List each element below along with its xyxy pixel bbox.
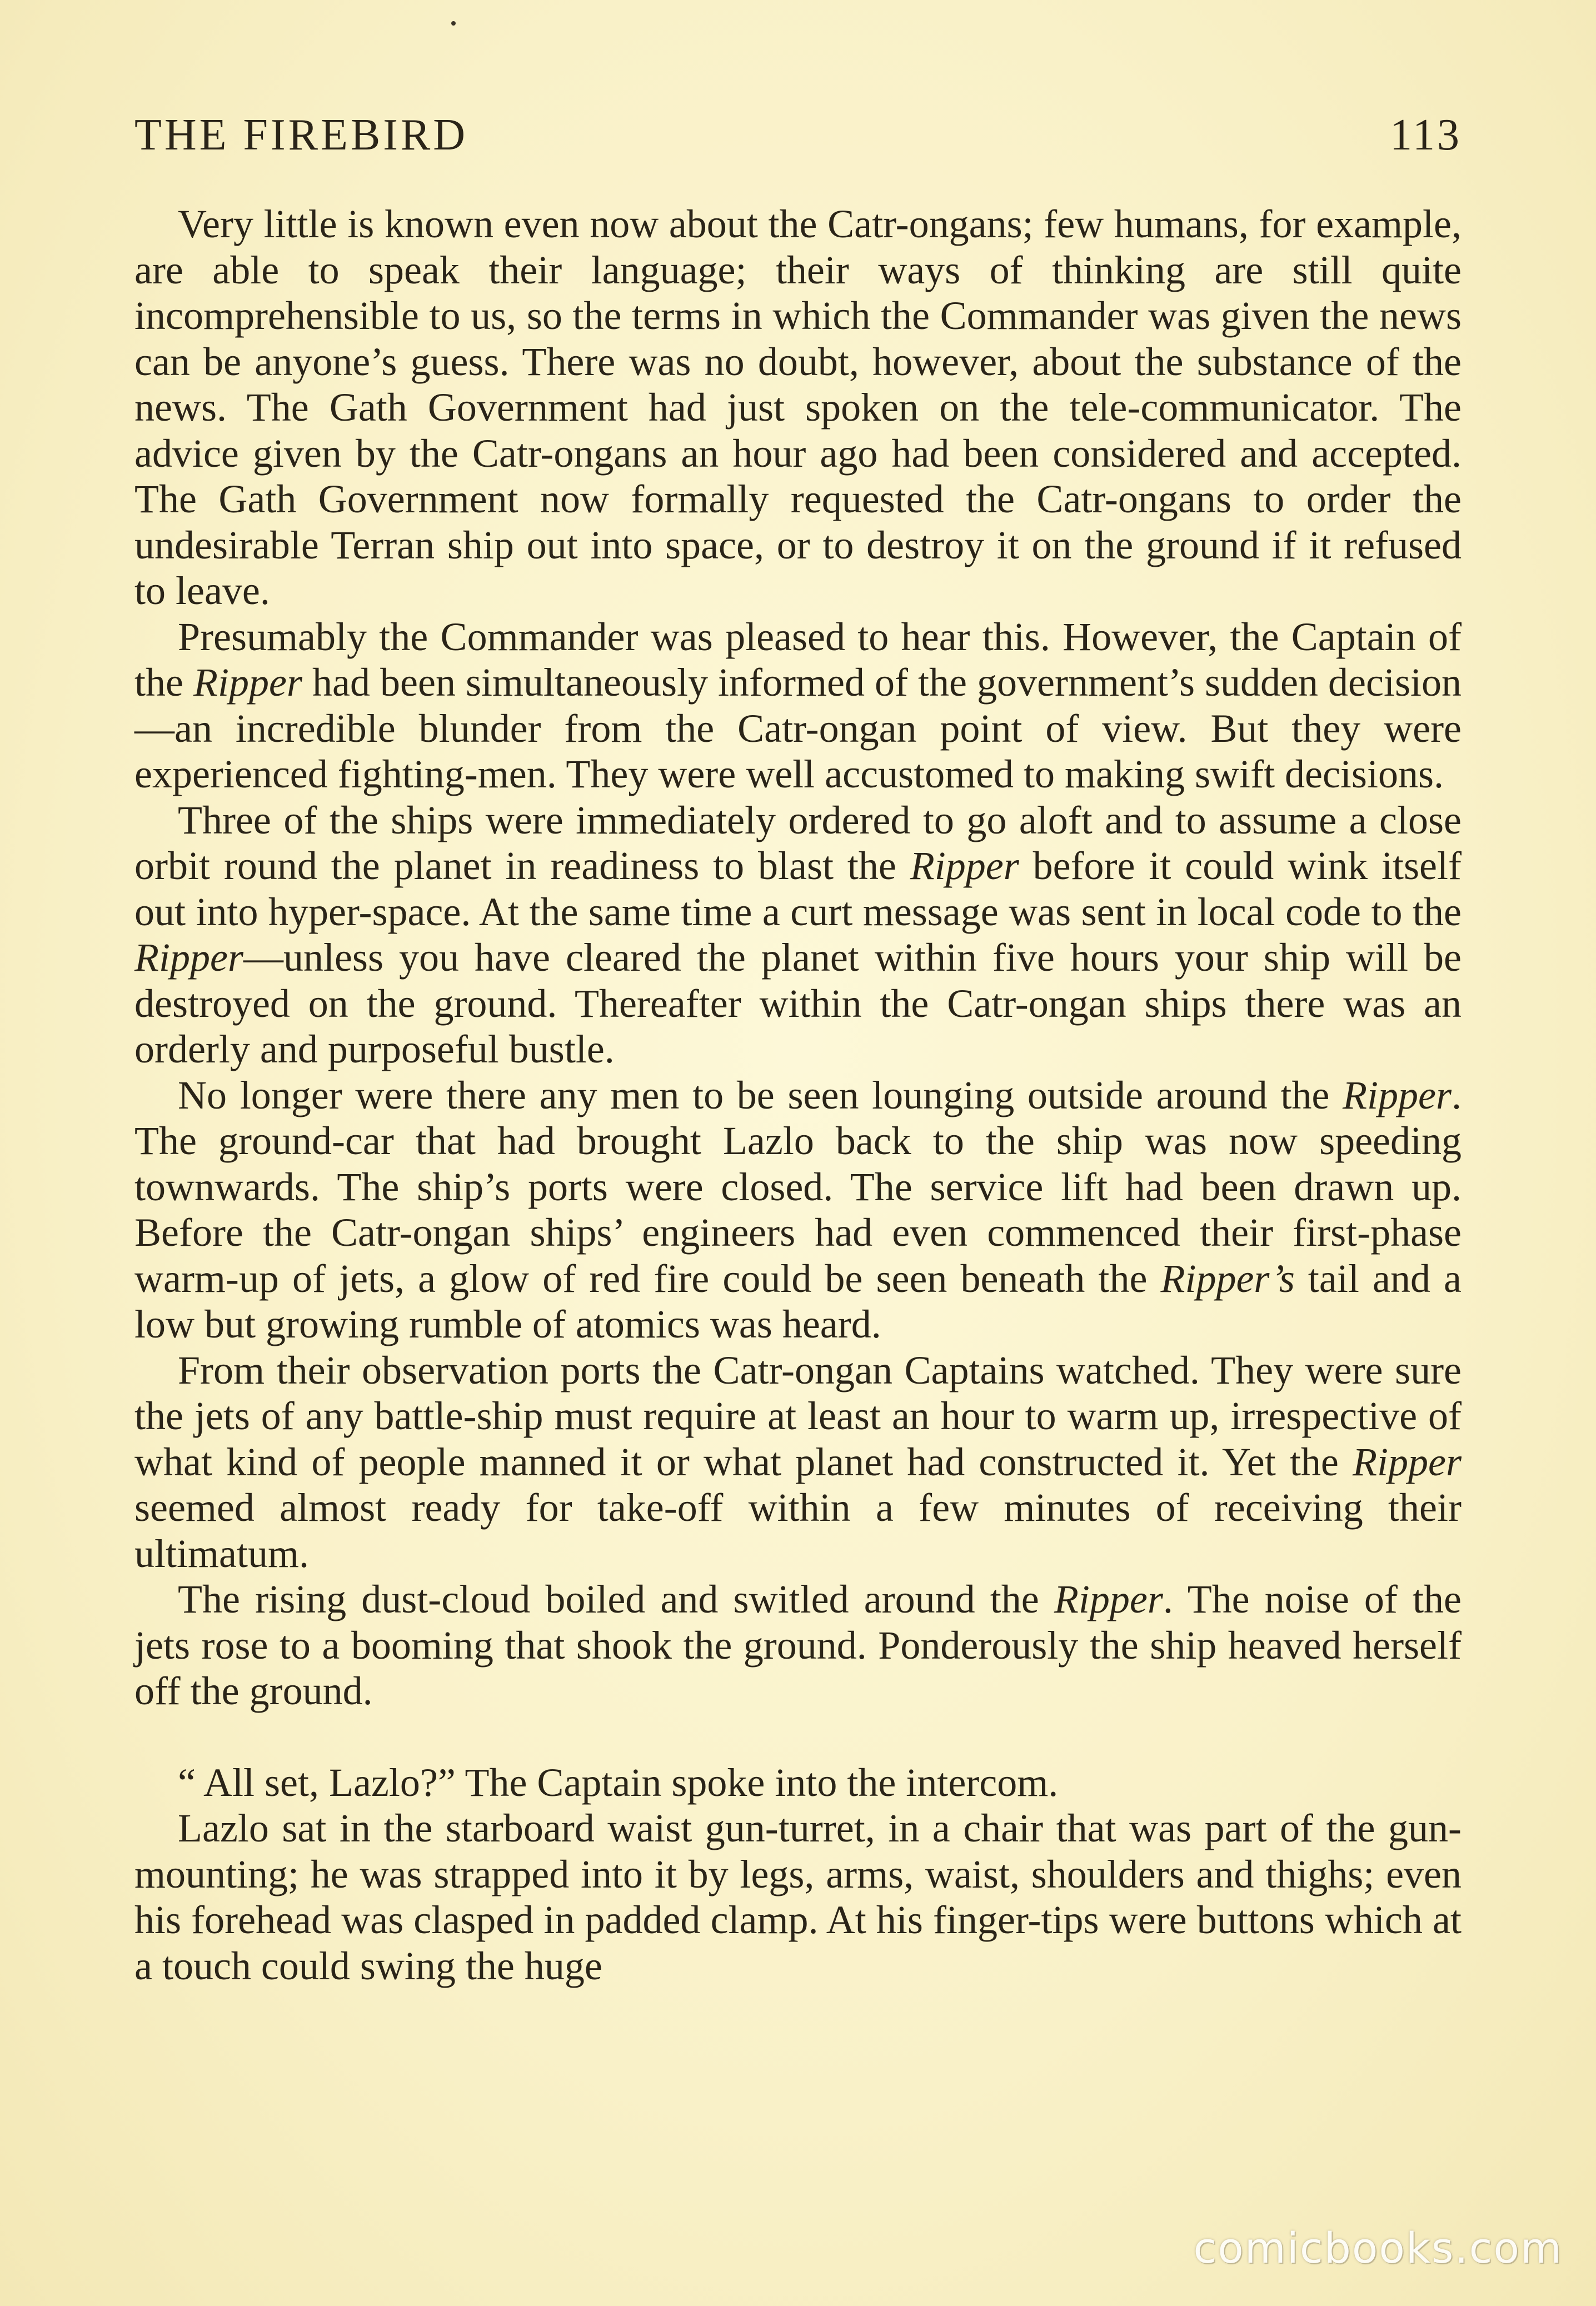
ink-speck	[451, 21, 456, 26]
italic-ship-name: Ripper	[1054, 1577, 1163, 1621]
paragraph	[134, 201, 1462, 614]
italic-ship-name: Ripper	[1343, 1072, 1452, 1117]
running-head	[134, 104, 1462, 166]
paragraph	[134, 1347, 1462, 1577]
italic-ship-name: Ripper	[1353, 1439, 1462, 1484]
italic-ship-name: Ripper	[134, 935, 243, 980]
text-span: Very little is known even now about the Catr-ongans; few humans, for example, are able to speak their language; their ways of thinking are still quite incomprehensible to us, so the terms in which the Commander was given the news can be anyone’s guess. There was no doubt, however, about the substance of the news. The Gath Government had just spoken on the tele-communicator. The advice given by the Catr-ongans an hour ago had been considered and accepted. The Gath Government now formally requested the Catr-ongans to order the undesirable Terran ship out into space, or to destroy it on the ground if it refused to leave.	[134, 202, 1462, 613]
text-span: seemed almost ready for take-off within a few minutes of receiving their ultimatum.	[134, 1485, 1462, 1576]
paragraph	[134, 1760, 1462, 1806]
text-span: before it could wink itself out into hyper-space. At the same time a curt message was sent in local code to the	[134, 843, 1462, 934]
italic-ship-name: Ripper’s	[1160, 1256, 1295, 1301]
text-span: tail and a low but growing rumble of atomics was heard.	[134, 1256, 1462, 1346]
text-span: No longer were there any men to be seen lounging outside around the	[178, 1072, 1343, 1117]
text-span: Three of the ships were immediately ordered to go aloft and to assume a close orbit round the planet in readiness to blast the	[134, 797, 1462, 888]
paragraph	[134, 1805, 1462, 1989]
section-break	[134, 1714, 1462, 1760]
body-text	[134, 201, 1462, 1989]
paragraph	[134, 797, 1462, 1072]
text-span: . The noise of the jets rose to a booming that shook the ground. Ponderously the ship heaved herself off the ground.	[134, 1577, 1462, 1713]
page-number: 113	[1389, 111, 1462, 159]
watermark: comicbooks.com	[1193, 2223, 1563, 2273]
paragraph	[134, 614, 1462, 797]
text-span: had been simultaneously informed of the government’s sudden decision—an incredible blunder from the Catr-ongan point of view. But they were experienced fighting-men. They were well accustomed to making swift decisions.	[134, 660, 1462, 796]
paragraph	[134, 1072, 1462, 1347]
paragraph	[134, 1576, 1462, 1714]
running-title: THE FIREBIRD	[134, 111, 468, 159]
text-span: —unless you have cleared the planet within five hours your ship will be destroyed on the ground. Thereafter within the Catr-ongan ships there was an orderly and purposeful bustle.	[134, 935, 1462, 1071]
text-span: Lazlo sat in the starboard waist gun-turret, in a chair that was part of the gun-mounting; he was strapped into it by legs, arms, waist, shoulders and thighs; even his forehead was clasped in padded clamp. At his finger-tips were buttons which at a touch could swing the huge	[134, 1806, 1462, 1988]
text-span: . The ground-car that had brought Lazlo back to the ship was now speeding townwards. The ship’s ports were closed. The service lift had been drawn up. Before the Catr-ongan ships’ engineers had even commenced their first-phase warm-up of jets, a glow of red fire could be seen beneath the	[134, 1072, 1462, 1301]
italic-ship-name: Ripper	[193, 660, 302, 705]
text-span: “ All set, Lazlo?” The Captain spoke into the intercom.	[178, 1760, 1059, 1805]
text-span: Presumably the Commander was pleased to hear this. However, the Captain of the	[134, 614, 1462, 705]
italic-ship-name: Ripper	[910, 843, 1019, 888]
text-span: From their observation ports the Catr-ongan Captains watched. They were sure the jets of any battle-ship must require at least an hour to warm up, irrespective of what kind of people manned it or what planet had constructed it. Yet the	[134, 1347, 1462, 1484]
text-span: The rising dust-cloud boiled and switled around the	[178, 1577, 1054, 1621]
